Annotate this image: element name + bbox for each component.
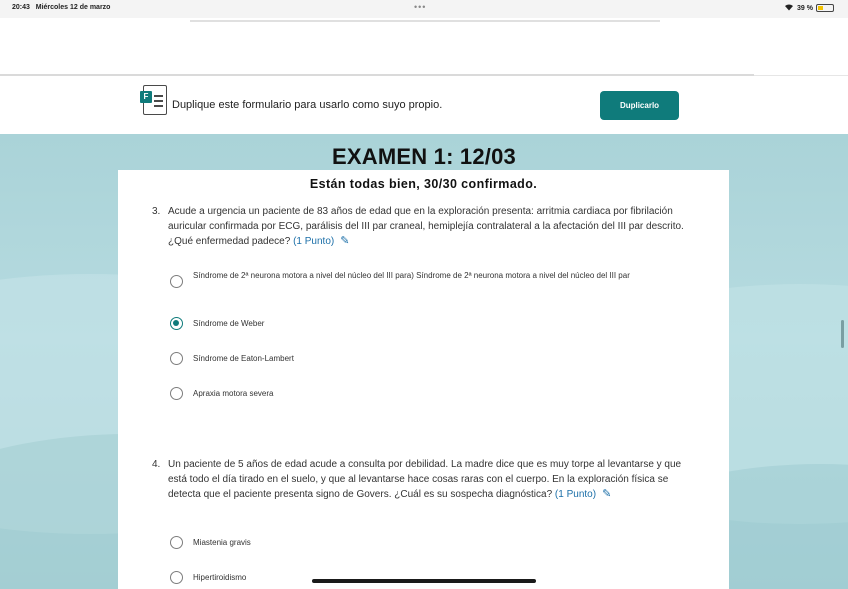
option-q3-a[interactable]	[170, 266, 673, 288]
page-title: EXAMEN 1: 12/03	[332, 144, 516, 169]
radio-button-selected[interactable]	[170, 317, 183, 330]
radio-button[interactable]	[170, 387, 183, 400]
home-indicator[interactable]	[312, 579, 536, 583]
question-3	[152, 204, 698, 249]
option-label: Síndrome de Weber	[193, 319, 265, 328]
radio-button[interactable]	[170, 536, 183, 549]
question-points: (1 Punto)	[554, 489, 597, 500]
option-q3-d[interactable]	[170, 386, 273, 401]
radio-button[interactable]	[170, 571, 183, 584]
option-label: Síndrome de Eaton-Lambert	[193, 354, 294, 363]
duplicate-banner-text: Duplique este formulario para usarlo como suyo propio.	[172, 99, 443, 111]
radio-button[interactable]	[170, 352, 183, 365]
wifi-icon	[784, 3, 794, 13]
option-q4-a[interactable]	[170, 535, 251, 550]
radio-button[interactable]	[170, 275, 183, 288]
duplicate-button[interactable]: Duplicarlo	[600, 91, 679, 120]
address-bar-edge	[190, 20, 660, 22]
immersive-reader-icon[interactable]: ✎	[340, 235, 350, 247]
form-description: Están todas bien, 30/30 confirmado.	[309, 177, 538, 191]
option-label: Miastenia gravis	[193, 538, 251, 547]
option-label: Hipertiroidismo	[193, 573, 247, 582]
option-q4-b[interactable]	[170, 570, 246, 585]
battery-icon	[816, 4, 834, 12]
status-bar	[0, 0, 848, 18]
multitask-dots[interactable]: •••	[414, 2, 427, 12]
page-scrollbar[interactable]	[841, 320, 844, 348]
question-points: (1 Punto)	[293, 236, 335, 247]
status-time: 20:43 Miércoles 12 de marzo	[12, 4, 111, 11]
question-text: Un paciente de 5 años de edad acude a consulta por debilidad. La madre dice que es muy torpe al levantarse y que está todo el día tirado en el suelo, y que al levantarse hace cosas raras con el cuerpo. En la exploración física se detecta que el paciente presenta signo de Govers. ¿Cuál es su sospecha diagnóstica? (1 Punto) ✎	[168, 459, 682, 500]
option-q3-b[interactable]	[170, 316, 264, 331]
question-4	[152, 457, 698, 502]
option-label: Síndrome de 2ª neurona motora a nivel del núcleo del III para) Síndrome de 2ª neurona motora a nivel del núcleo del III par	[193, 271, 630, 280]
immersive-reader-icon[interactable]: ✎	[602, 488, 612, 500]
forms-icon: F	[143, 85, 167, 115]
question-number: 4.	[152, 459, 161, 470]
status-indicators	[784, 3, 834, 13]
form-card	[118, 170, 729, 589]
battery-percent: 39 %	[797, 4, 813, 12]
option-label: Apraxia motora severa	[193, 389, 274, 398]
question-text: Acude a urgencia un paciente de 83 años de edad que en la exploración presenta: arritmia cardiaca por fibrilación auricular confirmada por ECG, parálisis del III par craneal, hemiplejía contralateral a la afectación del III par descrito. ¿Qué enfermedad padece? (1 Punto) ✎	[168, 206, 684, 247]
option-q3-c[interactable]	[170, 351, 294, 366]
browser-toolbar	[0, 18, 848, 76]
duplicate-banner	[0, 76, 848, 134]
question-number: 3.	[152, 206, 161, 217]
